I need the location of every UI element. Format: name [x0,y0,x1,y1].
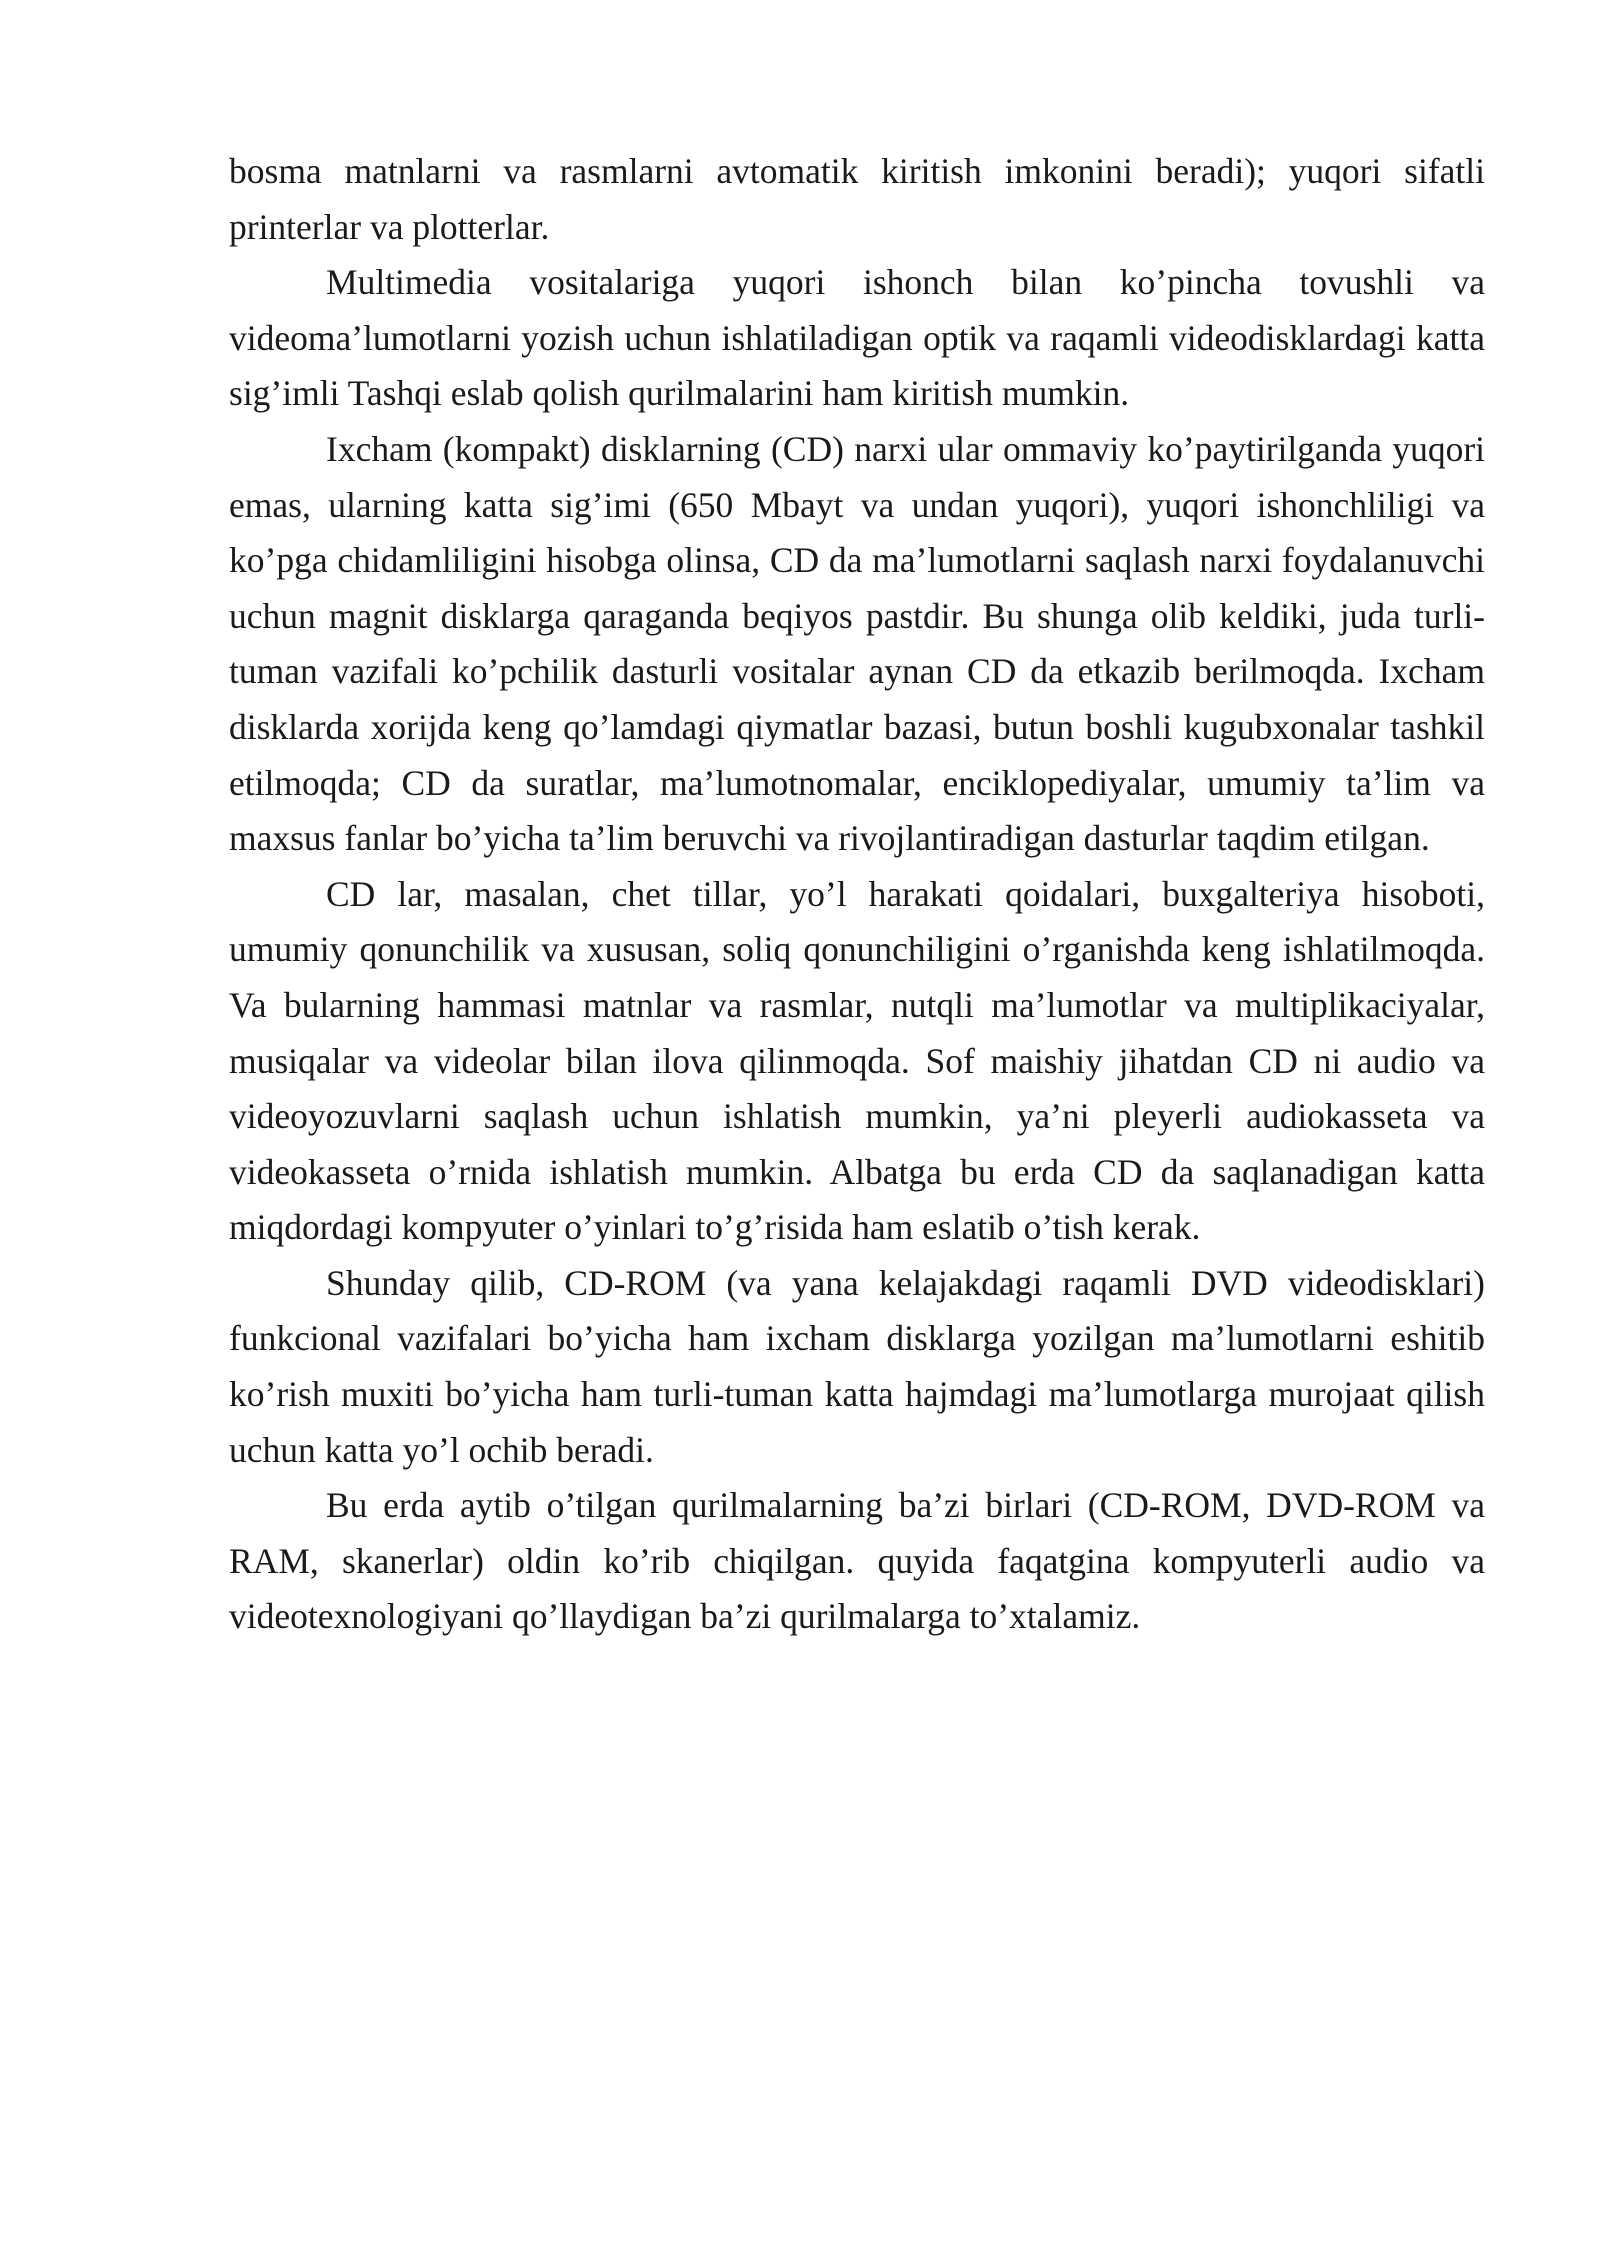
paragraph-devices: Bu erda aytib o’tilgan qurilmalarning ba’zi birlari (CD-ROM, DVD-ROM va RAM, skanerlar) oldin ko’rib chiqilgan. quyida faqatgina kompyuterli audio va videotexnologiyani qo’llaydigan ba’zi qurilmalarga to’xtalamiz. [229,1485,1485,1637]
paragraph-cd-usage: CD lar, masalan, chet tillar, yo’l harakati qoidalari, buxgalteriya hisoboti, umumiy qonunchilik va xususan, soliq qonunchiligini o’rganishda keng ishlatilmoqda. Va bularning hammasi matnlar va rasmlar, nutqli ma’lumotlar va multiplikaciyalar, musiqalar va videolar bilan ilova qilinmoqda. Sof maishiy jihatdan CD ni audio va videoyozuvlarni saqlash uchun ishlatish mumkin, ya’ni pleyerli audiokasseta va videokasseta o’rnida ishlatish mumkin. Albatga bu erda CD da saqlanadigan katta miqdordagi kompyuter o’yinlari to’g’risida ham eslatib o’tish kerak. [229,873,1485,1248]
paragraph-cd-rom: Shunday qilib, CD-ROM (va yana kelajakdagi raqamli DVD videodisklari) funkcional vazifalari bo’yicha ham ixcham disklarga yozilgan ma’lumotlarni eshitib ko’rish muxiti bo’yicha ham turli-tuman katta hajmdagi ma’lumotlarga murojaat qilish uchun katta yo’l ochib beradi. [229,1262,1485,1470]
paragraph-continuation: bosma matnlarni va rasmlarni avtomatik kiritish imkonini beradi); yuqori sifatli printerlar va plotterlar. [229,151,1485,247]
paragraph-multimedia: Multimedia vositalariga yuqori ishonch bilan ko’pincha tovushli va videoma’lumotlarni yozish uchun ishlatiladigan optik va raqamli videodisklardagi katta sig’imli Tashqi eslab qolish qurilmalarini ham kiritish mumkin. [229,262,1485,414]
paragraph-compact-discs: Ixcham (kompakt) disklarning (CD) narxi ular ommaviy ko’paytirilganda yuqori emas, ularning katta sig’imi (650 Mbayt va undan yuqori), yuqori ishonchliligi va ko’pga chidamliligini hisobga olinsa, CD da ma’lumotlarni saqlash narxi foydalanuvchi uchun magnit disklarga qaraganda beqiyos pastdir. Bu shunga olib keldiki, juda turli-tuman vazifali ko’pchilik dasturli vositalar aynan CD da etkazib berilmoqda. Ixcham disklarda xorijda keng qo’lamdagi qiymatlar bazasi, butun boshli kugubxonalar tashkil etilmoqda; CD da suratlar, ma’lumotnomalar, enciklopediyalar, umumiy ta’lim va maxsus fanlar bo’yicha ta’lim beruvchi va rivojlantiradigan dasturlar taqdim etilgan. [229,428,1485,859]
document-body [229,144,1485,1645]
